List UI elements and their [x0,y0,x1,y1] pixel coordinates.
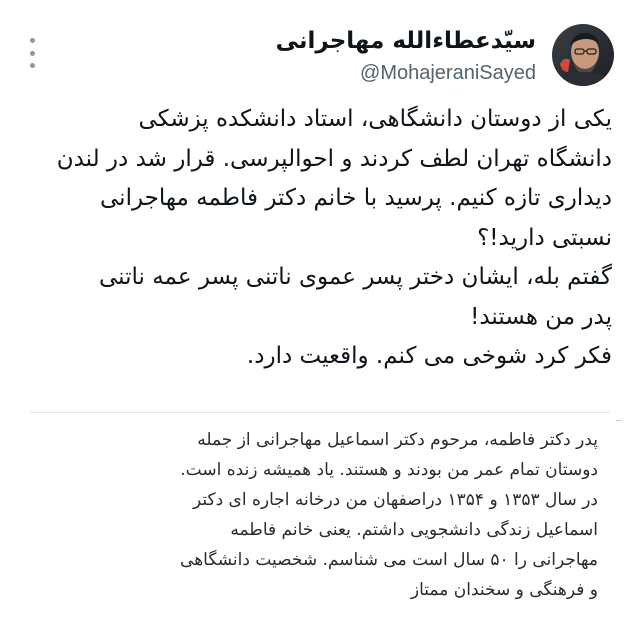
note-line: و فرهنگی و سخندان ممتاز [410,580,598,600]
more-options-button[interactable] [26,38,38,68]
user-handle[interactable]: @MohajeraniSayed [360,62,536,84]
note-line: پدر دکتر فاطمه، مرحوم دکتر اسماعیل مهاجرانی از جمله [197,430,598,450]
tweet-text [20,100,612,377]
tweet-text-line: یکی از دوستان دانشگاهی، استاد دانشکده پزشکی [138,106,612,132]
display-name[interactable]: سیّدعطاءالله مهاجرانی [275,28,536,54]
more-dot-icon [30,51,35,56]
divider [30,412,610,413]
tweet-text-line: فکر کرد شوخی می کنم. واقعیت دارد. [246,343,612,369]
more-dot-icon [30,38,35,43]
note-line: مهاجرانی را ۵۰ سال است می شناسم. شخصیت دانشگاهی [180,550,598,570]
profile-photo-icon [552,24,614,86]
avatar[interactable] [552,24,614,86]
more-dot-icon [30,63,35,68]
tweet-text-line: دیداری تازه کنیم. پرسید با خانم دکتر فاطمه مهاجرانی [100,185,612,211]
caption-note [18,425,598,605]
tweet-text-line: نسبتی دارید!؟ [477,224,612,251]
note-line: دوستان تمام عمر من بودند و هستند. یاد همیشه زنده است. [180,460,598,480]
note-line: اسماعیل زندگی دانشجویی داشتم. یعنی خانم فاطمه [230,520,598,540]
tweet-text-line: گفتم بله، ایشان دختر پسر عموی ناتنی پسر عمه ناتنی [98,264,612,290]
note-mark [616,420,622,421]
tweet-text-line: پدر من هستند! [470,303,612,330]
note-line: در سال ۱۳۵۳ و ۱۳۵۴ دراصفهان من درخانه اجاره ای دکتر [192,490,598,510]
tweet-text-line: دانشگاه تهران لطف کردند و احوالپرسی. قرار شد در لندن [56,145,612,172]
